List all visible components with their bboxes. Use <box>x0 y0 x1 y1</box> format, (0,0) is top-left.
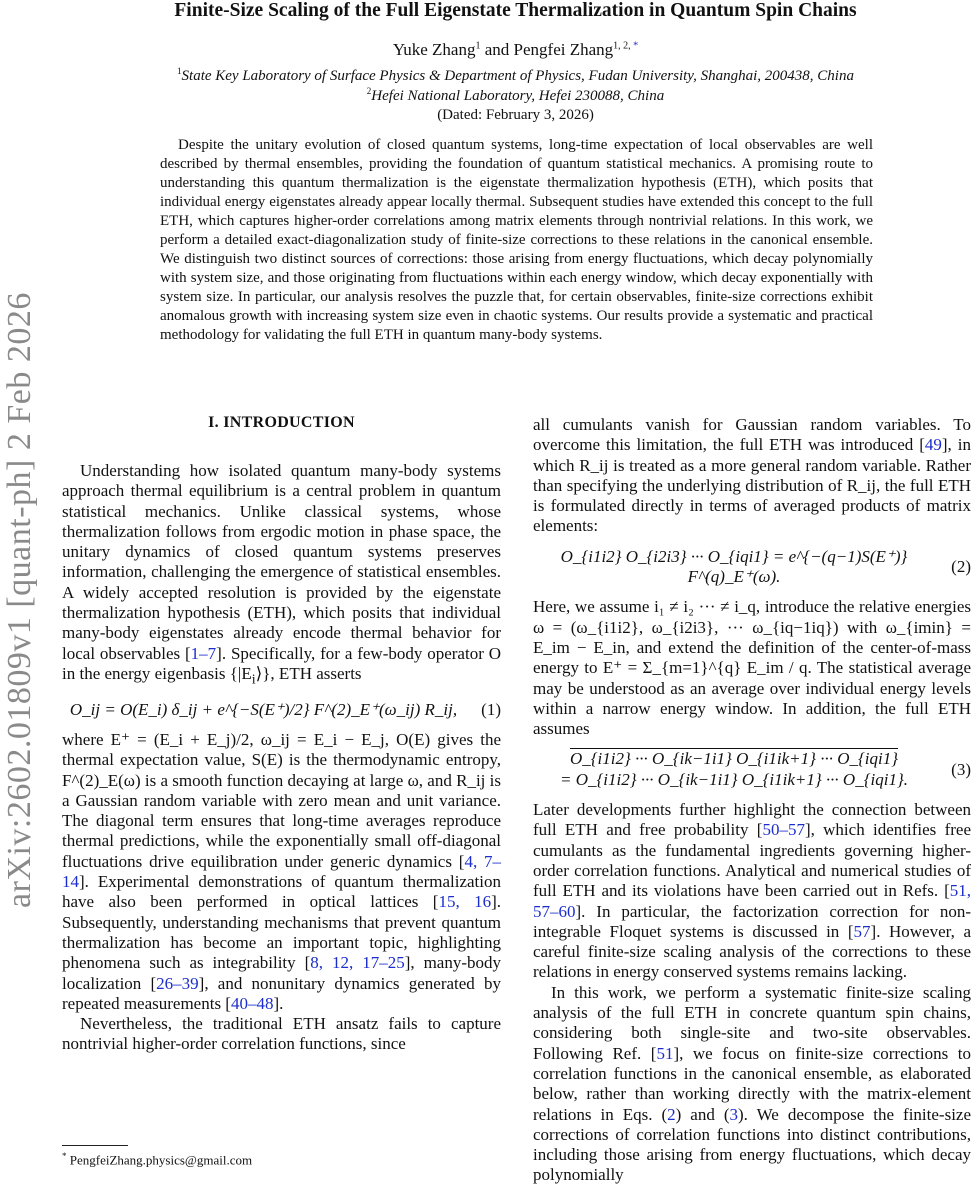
equation-1-body: O_ij = O(E_i) δ_ij + e^{−S(E⁺)/2} F^(2)_E⁺(ω_ij) R_ij, <box>69 699 458 719</box>
equation-3-body <box>533 749 935 790</box>
author-2: Pengfei Zhang <box>513 40 614 59</box>
arxiv-identifier-stamp: arXiv:2602.01809v1 [quant-ph] 2 Feb 2026 <box>1 292 38 908</box>
footnote-divider <box>62 1145 128 1146</box>
equation-reference-link[interactable]: 2 <box>667 1104 676 1124</box>
equation-3 <box>533 749 971 790</box>
citation-link[interactable]: 15, 16 <box>438 892 492 912</box>
intro-paragraph-6: Later developments further highlight the connection between full ETH and free probability [50–57], which identifies free cumulants as the fundamental ingredients governing higher-order correlation functions. Analytical and numerical studies of full ETH and its violations have been carried out in Refs. [51, 57–60]. In particular, the factorization correction for non-integrable Floquet systems is discussed in [57]. However, a careful finite-size scaling analysis of the corrections to these relations in energy conserved systems remains lacking. <box>533 800 971 982</box>
intro-paragraph-4: all cumulants vanish for Gaussian random variables. To overcome this limitation, the full ETH was introduced [49], in which R_ij is treated as a more general random variable. Rather than specifying the underlying distribution of R_ij, the full ETH is formulated directly in terms of averaged products of matrix elements: <box>533 415 971 536</box>
abstract: Despite the unitary evolution of closed quantum systems, long-time expectation of local observables are well described by thermal ensembles, providing the foundation of quantum statistical mechanics. A promising route to understanding this quantum thermalization is the eigenstate thermalization hypothesis (ETH), which posits that individual energy eigenstates already appear locally thermal. Subsequent studies have extended this concept to the full ETH, which captures higher-order correlations among matrix elements through nontrivial relations. In this work, we perform a detailed exact-diagonalization study of finite-size corrections to these relations in the canonical ensemble. We distinguish two distinct sources of corrections: those arising from energy fluctuations, which decay polynomially with system size, and those originating from fluctuations within each energy window, which decay exponentially with system size. In particular, our analysis resolves the puzzle that, for certain observables, finite-size corrections exhibit anomalous growth with increasing system size even in chaotic systems. Our results provide a systematic and practical methodology for validating the full ETH in quantum many-body systems. <box>160 137 873 343</box>
citation-link[interactable]: 51 <box>656 1043 674 1063</box>
intro-paragraph-2: where E⁺ = (E_i + E_j)/2, ω_ij = E_i − E_j, O(E) gives the thermal expectation value, S(E) is the thermodynamic entropy, F^(2)_E(ω) is a smooth function decaying at large ω, and R_ij is a Gaussian random variable with zero mean and unit variance. The diagonal term ensures that long-time averages reproduce thermal predictions, while the exponentially small off-diagonal fluctuations drive equilibration under generic dynamics [4, 7–14]. Experimental demonstrations of quantum thermalization have also been performed in optical lattices [15, 16]. Subsequently, understanding mechanisms that prevent quantum thermalization has become an important topic, highlighting phenomena such as integrability [8, 12, 17–25], many-body localization [26–39], and nonunitary dynamics generated by repeated measurements [40–48]. <box>62 729 502 1013</box>
equation-2-body: O_{i1i2} O_{i2i3} ··· O_{iqi1} = e^{−(q−1)S(E⁺)} F^(q)_E⁺(ω). <box>560 546 908 587</box>
intro-paragraph-7: In this work, we perform a systematic finite-size scaling analysis of the full ETH in concrete quantum spin chains, considering both single-site and two-site observables. Following Ref. [51], we focus on finite-size corrections to correlation functions in the canonical ensemble, as elaborated below, rather than working directly with the matrix-element relations in Eqs. (2) and (3). We decompose the finite-size corrections of correlation functions into distinct contributions, including those arising from energy fluctuations, which decay polynomially <box>533 982 971 1185</box>
citation-link[interactable]: 4, 7–14 <box>62 851 501 892</box>
equation-1-number: (1) <box>481 699 501 719</box>
equation-2-number: (2) <box>951 556 971 576</box>
author-2-affil-mark: 1, 2, * <box>613 40 639 52</box>
paper-title: Finite-Size Scaling of the Full Eigenstate Thermalization in Quantum Spin Chains <box>174 0 857 21</box>
left-column <box>62 461 501 1055</box>
author-joiner: and <box>484 40 510 59</box>
equation-3-line-2: = O_{i1i2} ··· O_{ik−1i1} O_{i1ik+1} ··· O_{iqi1}. <box>559 769 909 789</box>
equation-2 <box>533 547 971 588</box>
citation-link[interactable]: 1–7 <box>190 643 217 663</box>
affiliation-2-mark: 2 <box>366 86 372 96</box>
equation-1 <box>62 700 501 720</box>
author-line <box>60 40 971 60</box>
citation-link[interactable]: 50–57 <box>762 820 805 840</box>
footnote <box>62 1151 252 1168</box>
intro-paragraph-1: Understanding how isolated quantum many-body systems approach thermal equilibrium is a central problem in quantum statistical mechanics. Unlike classical systems, whose thermalization follows from ergodic motion in phase space, the unitary dynamics of closed quantum systems preserves information, challenging the emergence of statistical ensembles. A widely accepted resolution is provided by the eigenstate thermalization hypothesis (ETH), which posits that individual many-body eigenstates already encode thermal behavior for local observables [1–7]. Specifically, for a few-body operator O in the energy eigenbasis $\{|E_i⟩\}$, ETH asserts <box>62 461 501 688</box>
affiliation-1: $^1$State Key Laboratory of Surface Physics & Department of Physics, Fudan University, Shanghai, 200438, China <box>177 66 854 84</box>
affiliation-1-mark: 1 <box>177 66 182 76</box>
corresponding-author-link[interactable]: * <box>633 40 639 52</box>
author-1: Yuke Zhang <box>392 40 476 59</box>
date-line: (Dated: February 3, 2026) <box>437 107 594 123</box>
citation-link[interactable]: 49 <box>924 435 942 455</box>
footnote-email[interactable]: PengfeiZhang.physics@gmail.com <box>69 1152 253 1168</box>
equation-reference-link[interactable]: 3 <box>729 1104 738 1124</box>
footnote-mark: * <box>62 1151 67 1161</box>
intro-paragraph-5: Here, we assume i₁ ≠ i₂ ··· ≠ i_q, introduce the relative energies ω = (ω_{i1i2}, ω_{i2i3}, ··· ω_{iq−1iq}) with ω_{imin} = E_im − E_in, and extend the definition of the center-of-mass energy to E⁺ = Σ_{m=1}^{q} E_im / q. The statistical average may be understood as an average over individual energy levels within a narrow energy window. In addition, the full ETH assumes <box>533 597 971 739</box>
equation-3-number: (3) <box>951 759 971 779</box>
citation-link[interactable]: 40–48 <box>230 993 274 1013</box>
intro-paragraph-3: Nevertheless, the traditional ETH ansatz fails to capture nontrivial higher-order correlation functions, since <box>62 1014 501 1054</box>
affiliation-2: $^2$Hefei National Laboratory, Hefei 230088, China <box>366 86 665 104</box>
citation-link[interactable]: 8, 12, 17–25 <box>310 953 405 973</box>
citation-link[interactable]: 57 <box>853 921 871 941</box>
section-heading-introduction: I. INTRODUCTION <box>208 414 355 431</box>
citation-link[interactable]: 51, 57–60 <box>533 881 971 921</box>
equation-3-line-1: O_{i1i2} ··· O_{ik−1i1} O_{i1ik+1} ··· O_{iqi1} <box>569 749 899 769</box>
right-column <box>533 415 971 1186</box>
citation-link[interactable]: 26–39 <box>156 973 199 993</box>
author-1-affil-mark: 1 <box>475 40 481 52</box>
